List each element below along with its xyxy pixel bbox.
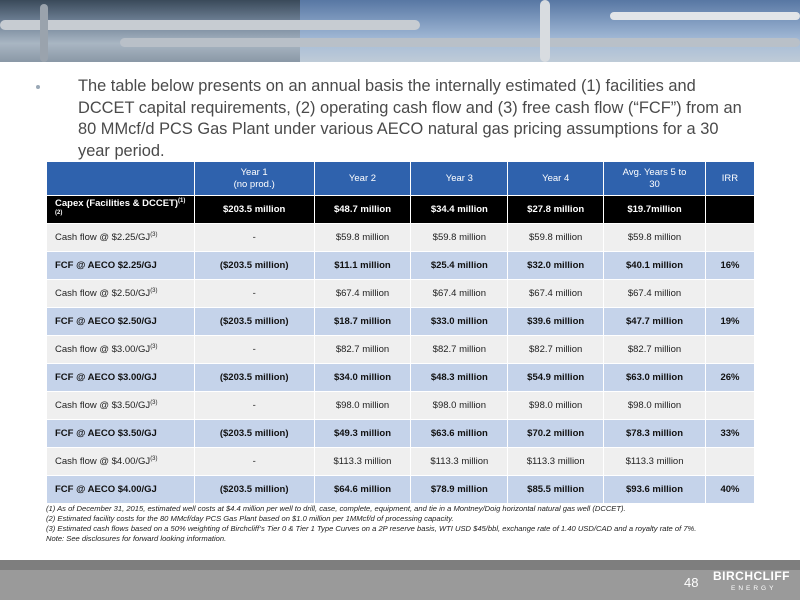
header-cell: IRR xyxy=(705,162,754,196)
table-cell xyxy=(705,224,754,252)
footnote-ref: (3) xyxy=(150,399,158,406)
row-label-text: Cash flow @ $3.00/GJ xyxy=(55,344,151,356)
table-cell: $63.0 million xyxy=(604,364,706,392)
table-cell: $63.6 million xyxy=(411,420,508,448)
table-cell: - xyxy=(194,448,314,476)
banner-pipe xyxy=(610,12,800,20)
row-label-text: Cash flow @ $2.50/GJ xyxy=(55,288,151,300)
table-row xyxy=(47,392,755,420)
row-label-text: FCF @ AECO $4.00/GJ xyxy=(55,484,157,495)
row-label xyxy=(47,252,195,280)
row-label xyxy=(47,448,195,476)
table-cell: ($203.5 million) xyxy=(194,252,314,280)
table-row xyxy=(47,196,755,224)
table-row xyxy=(47,448,755,476)
header-cell xyxy=(47,162,195,196)
row-label-text: Cash flow @ $2.25/GJ xyxy=(55,232,151,244)
table-cell: $47.7 million xyxy=(604,308,706,336)
header-cell: Year 2 xyxy=(314,162,411,196)
table-cell: $98.0 million xyxy=(314,392,411,420)
table-cell: - xyxy=(194,224,314,252)
row-label-text: Cash flow @ $4.00/GJ xyxy=(55,456,151,468)
header-cell: Avg. Years 5 to 30 xyxy=(604,162,706,196)
banner-pipe xyxy=(40,4,48,62)
table-cell: $78.9 million xyxy=(411,476,508,504)
row-label xyxy=(47,224,195,252)
footer-strip xyxy=(0,560,800,570)
row-label xyxy=(47,336,195,364)
table-cell: 33% xyxy=(705,420,754,448)
intro-line-2: DCCET capital requirements, (2) operating cash flow and (3) free cash flow (“FCF”) from an xyxy=(78,98,742,117)
header-cell: Year 4 xyxy=(508,162,604,196)
table-cell: $98.0 million xyxy=(411,392,508,420)
table-cell: $82.7 million xyxy=(314,336,411,364)
table-row xyxy=(47,252,755,280)
table-cell: 16% xyxy=(705,252,754,280)
logo-sub: ENERGY xyxy=(731,585,777,592)
table-cell: ($203.5 million) xyxy=(194,364,314,392)
footnote: Note: See disclosures for forward looking information. xyxy=(46,534,227,543)
row-label xyxy=(47,280,195,308)
table-cell: $82.7 million xyxy=(508,336,604,364)
table-cell: ($203.5 million) xyxy=(194,420,314,448)
intro-line-4: year period. xyxy=(78,141,165,160)
intro-text xyxy=(46,76,766,162)
row-label-text: Capex (Facilities & DCCET) xyxy=(55,198,178,210)
table-cell: $18.7 million xyxy=(314,308,411,336)
row-label xyxy=(47,196,195,224)
row-label xyxy=(47,392,195,420)
table-cell: $34.0 million xyxy=(314,364,411,392)
row-label-text: Cash flow @ $3.50/GJ xyxy=(55,400,151,412)
header-cell: Year 3 xyxy=(411,162,508,196)
table-row xyxy=(47,224,755,252)
footnote-ref: (1)(2) xyxy=(55,198,186,216)
table-row xyxy=(47,308,755,336)
row-label-text: FCF @ AECO $3.50/GJ xyxy=(55,428,157,439)
table-cell: $85.5 million xyxy=(508,476,604,504)
page-number: 48 xyxy=(684,575,699,590)
table-header-row xyxy=(47,162,755,196)
table-cell: - xyxy=(194,336,314,364)
intro-bullet xyxy=(46,76,766,162)
row-label-text: FCF @ AECO $2.25/GJ xyxy=(55,260,157,271)
table-row xyxy=(47,476,755,504)
table-row xyxy=(47,420,755,448)
table-cell: $98.0 million xyxy=(604,392,706,420)
row-label xyxy=(47,476,195,504)
table-cell: ($203.5 million) xyxy=(194,308,314,336)
banner-pipe xyxy=(120,38,800,47)
table-cell: $11.1 million xyxy=(314,252,411,280)
footnote: (3) Estimated cash flows based on a 50% weighting of Birchcliff’s Tier 0 & Tier 1 Type Curves on a 2P reserve basis, WTI USD $45/bbl, exchange rate of 1.40 USD/CAD and a royalty rate of 7%. xyxy=(46,524,697,533)
table-cell xyxy=(705,336,754,364)
table-cell: $34.4 million xyxy=(411,196,508,224)
table-cell: - xyxy=(194,280,314,308)
table-cell xyxy=(705,196,754,224)
table-cell: $98.0 million xyxy=(508,392,604,420)
table-cell: $113.3 million xyxy=(411,448,508,476)
table-cell: $25.4 million xyxy=(411,252,508,280)
table-cell: $54.9 million xyxy=(508,364,604,392)
table-cell: $49.3 million xyxy=(314,420,411,448)
table-cell: $32.0 million xyxy=(508,252,604,280)
table-cell: $33.0 million xyxy=(411,308,508,336)
table-cell xyxy=(705,448,754,476)
economics-table xyxy=(46,161,755,504)
table-cell: 40% xyxy=(705,476,754,504)
table-cell: - xyxy=(194,392,314,420)
table-cell: $64.6 million xyxy=(314,476,411,504)
table-cell xyxy=(705,392,754,420)
table-cell: $203.5 million xyxy=(194,196,314,224)
footnote: (1) As of December 31, 2015, estimated well costs at $4.4 million per well to drill, case, complete, equipment, and tie in a Montney/Doig horizontal natural gas well (DCCET). xyxy=(46,504,626,513)
table-cell xyxy=(705,280,754,308)
table-cell: $59.8 million xyxy=(314,224,411,252)
table-cell: $70.2 million xyxy=(508,420,604,448)
table-cell: $59.8 million xyxy=(411,224,508,252)
table-cell: $67.4 million xyxy=(411,280,508,308)
footnote-ref: (3) xyxy=(150,455,158,462)
table-cell: $27.8 million xyxy=(508,196,604,224)
table-cell: $78.3 million xyxy=(604,420,706,448)
table-cell: $48.7 million xyxy=(314,196,411,224)
table-cell: $19.7million xyxy=(604,196,706,224)
table-cell: $59.8 million xyxy=(604,224,706,252)
table-cell: 26% xyxy=(705,364,754,392)
intro-line-1: The table below presents on an annual basis the internally estimated (1) facilities and xyxy=(78,77,696,95)
header-cell: Year 1 (no prod.) xyxy=(194,162,314,196)
table-row xyxy=(47,336,755,364)
footnote-ref: (3) xyxy=(150,287,158,294)
table-cell: $113.3 million xyxy=(314,448,411,476)
table-cell: $113.3 million xyxy=(604,448,706,476)
table-cell: $82.7 million xyxy=(604,336,706,364)
row-label-text: FCF @ AECO $2.50/GJ xyxy=(55,316,157,327)
row-label xyxy=(47,308,195,336)
footnotes xyxy=(46,504,762,544)
table-cell: $113.3 million xyxy=(508,448,604,476)
banner-pipe xyxy=(540,0,550,62)
table-cell: $40.1 million xyxy=(604,252,706,280)
footnote-ref: (3) xyxy=(150,343,158,350)
table-cell: $93.6 million xyxy=(604,476,706,504)
company-logo xyxy=(713,567,793,597)
table-cell: ($203.5 million) xyxy=(194,476,314,504)
table-cell: $82.7 million xyxy=(411,336,508,364)
logo-name: BIRCHCLIFF xyxy=(713,569,790,583)
table-cell: $67.4 million xyxy=(314,280,411,308)
table-cell: $59.8 million xyxy=(508,224,604,252)
table-cell: $39.6 million xyxy=(508,308,604,336)
row-label xyxy=(47,420,195,448)
footer-bar xyxy=(0,560,800,600)
table-row xyxy=(47,364,755,392)
bullet-icon xyxy=(36,85,40,89)
banner-pipe xyxy=(0,20,420,30)
row-label xyxy=(47,364,195,392)
table-cell: 19% xyxy=(705,308,754,336)
table-cell: $48.3 million xyxy=(411,364,508,392)
row-label-text: FCF @ AECO $3.00/GJ xyxy=(55,372,157,383)
intro-line-3: 80 MMcf/d PCS Gas Plant under various AECO natural gas pricing assumptions for a 30 xyxy=(78,120,719,138)
footnote-ref: (3) xyxy=(150,231,158,238)
footnote: (2) Estimated facility costs for the 80 MMcf/day PCS Gas Plant based on $1.0 million per 1MMcf/d of processing capacity. xyxy=(46,514,454,523)
table-cell: $67.4 million xyxy=(508,280,604,308)
banner-sky xyxy=(300,0,800,62)
table-row xyxy=(47,280,755,308)
table-cell: $67.4 million xyxy=(604,280,706,308)
header-banner-image xyxy=(0,0,800,62)
